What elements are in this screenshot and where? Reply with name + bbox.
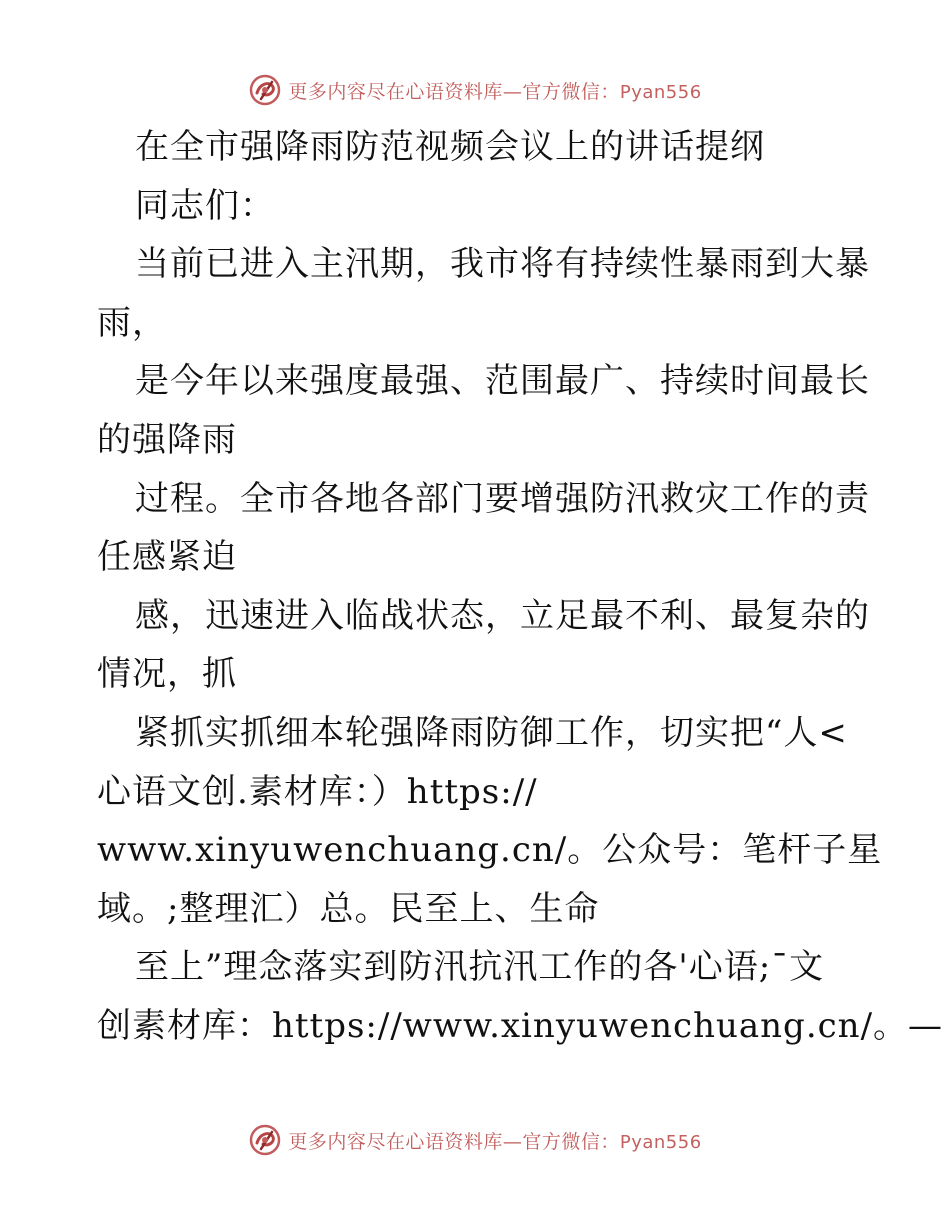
paragraph-line: 情况，抓 <box>97 654 237 695</box>
paragraph-line: 是今年以来强度最强、范围最广、持续时间最长 <box>135 361 870 402</box>
salutation: 同志们： <box>135 185 275 226</box>
header-wechat-id: Pyan556 <box>619 81 702 103</box>
paragraph-line: 过程。全市各地各部门要增强防汛救灾工作的责 <box>135 478 870 519</box>
page-footer <box>0 1122 950 1158</box>
header-banner <box>248 73 701 107</box>
paragraph-line: 创素材库：https://www.xinyuwenchuang.cn/。— <box>97 1005 944 1046</box>
paragraph-line: 雨， <box>97 302 167 343</box>
footer-wechat-id: Pyan556 <box>619 1131 702 1153</box>
swirl-seal-logo-icon <box>248 1123 282 1157</box>
document-title: 在全市强降雨防范视频会议上的讲话提纲 <box>135 127 765 167</box>
paragraph-line: 域。;整理汇）总。民至上、生命 <box>97 888 600 929</box>
page-header <box>0 72 950 108</box>
paragraph-line: 紧抓实抓细本轮强降雨防御工作，切实把“人< <box>135 712 848 753</box>
header-banner-text: 更多内容尽在心语资料库—官方微信：Pyan556 <box>288 80 702 103</box>
paragraph-line: www.xinyuwenchuang.cn/。公众号：笔杆子星 <box>97 830 883 871</box>
paragraph-line: 任感紧迫 <box>97 537 237 578</box>
paragraph-line: 当前已进入主汛期，我市将有持续性暴雨到大暴 <box>135 244 870 285</box>
footer-banner-text: 更多内容尽在心语资料库—官方微信：Pyan556 <box>288 1130 702 1153</box>
paragraph-line: 的强降雨 <box>97 419 237 460</box>
paragraph-line: 心语文创.素材库：）https:// <box>97 771 538 812</box>
paragraph-line: 至上”理念落实到防汛抗汛工作的各'心语;¯文 <box>135 947 825 988</box>
swirl-seal-logo-icon <box>248 73 282 107</box>
document-body <box>97 118 944 1056</box>
footer-banner <box>248 1123 701 1157</box>
paragraph-line: 感，迅速进入临战状态，立足最不利、最复杂的 <box>135 595 870 636</box>
